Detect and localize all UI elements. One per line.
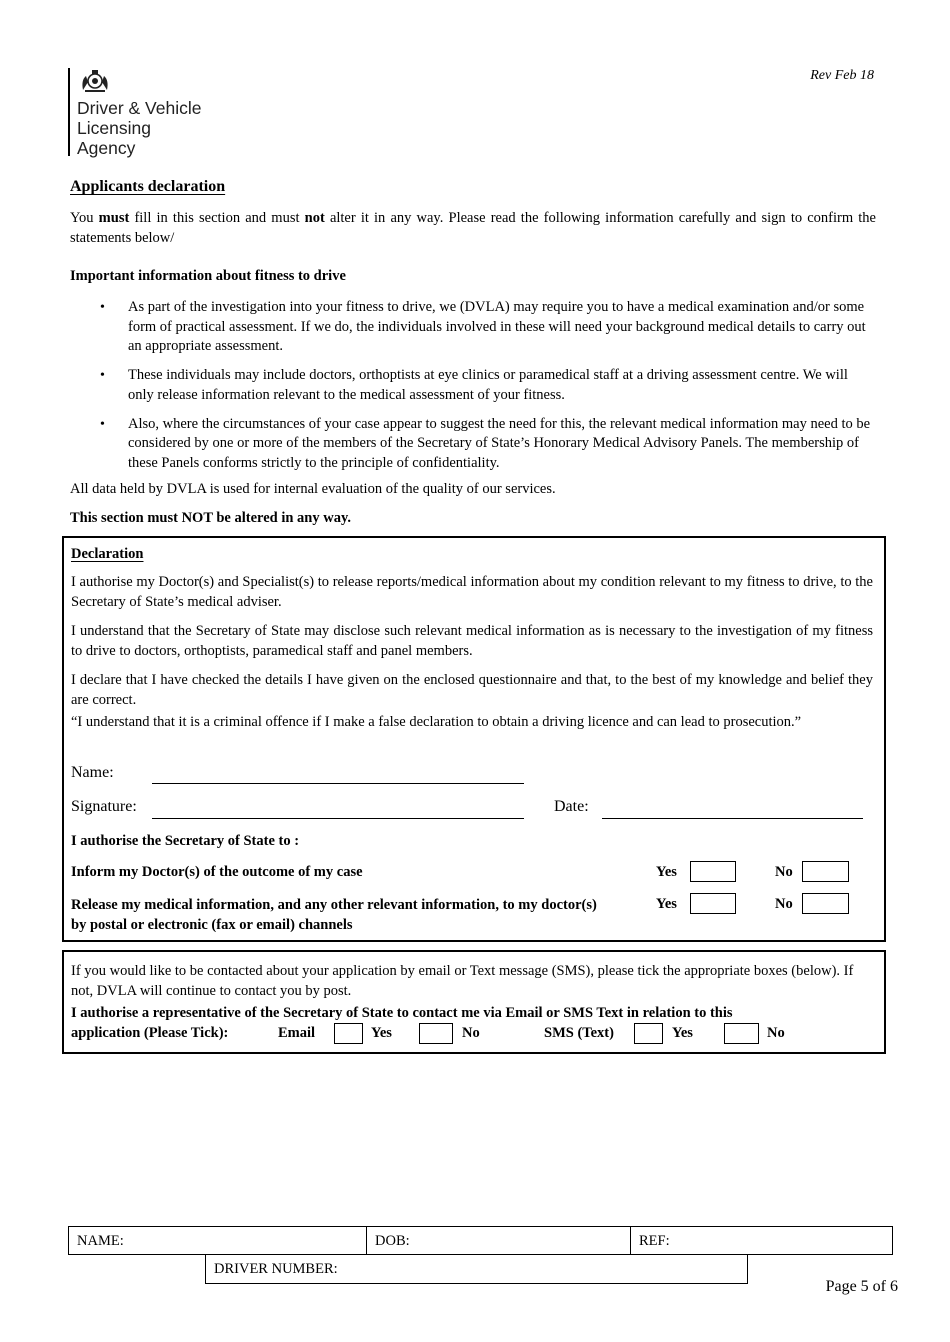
- royal-crest-icon: [77, 68, 113, 94]
- inform-doctor-question: Inform my Doctor(s) of the outcome of my case: [71, 864, 363, 880]
- intro-paragraph: [70, 209, 876, 248]
- contact-paragraph: If you would like to be contacted about your application by email or Text message (SMS), please tick the appropriate boxes (below). If not, DVLA will continue to contact you by post.: [71, 963, 854, 999]
- sms-yes-checkbox[interactable]: [634, 1023, 663, 1044]
- signature-label: Signature:: [71, 798, 137, 815]
- date-field[interactable]: [602, 801, 863, 819]
- logo-line: Licensing: [77, 118, 151, 138]
- inform-doctor-no-checkbox[interactable]: [802, 861, 849, 882]
- fitness-info-list: [70, 298, 876, 483]
- data-note: All data held by DVLA is used for internal evaluation of the quality of our services.: [70, 481, 556, 497]
- footer-name-label: NAME:: [77, 1233, 124, 1249]
- release-info-no-checkbox[interactable]: [802, 893, 849, 914]
- contact-please-tick: application (Please Tick):: [71, 1025, 229, 1041]
- footer-driver-number-label: DRIVER NUMBER:: [214, 1261, 338, 1277]
- authorise-heading: I authorise the Secretary of State to :: [71, 833, 300, 849]
- no-label: No: [775, 864, 793, 880]
- footer-name-cell[interactable]: [68, 1226, 367, 1255]
- intro-text: fill in this section and must: [129, 210, 305, 226]
- revision-label: Rev Feb 18: [810, 68, 874, 83]
- name-label: Name:: [71, 764, 114, 781]
- logo-line: Driver & Vehicle: [77, 98, 202, 118]
- footer-dob-label: DOB:: [375, 1233, 410, 1249]
- signature-field[interactable]: [152, 801, 524, 819]
- sms-no-label: No: [767, 1025, 785, 1041]
- list-item: • Also, where the circumstances of your case appear to suggest the need for this, the relevant medical information may need to be considered by one or more of the members of the Secretary of State’s Honorary Medical Advisory Panels. The membership of these Panels conforms strictly to the principle of confidentiality.: [70, 415, 876, 474]
- intro-must: must: [98, 210, 130, 226]
- email-yes-label: Yes: [371, 1025, 392, 1041]
- no-label: No: [775, 896, 793, 912]
- email-no-checkbox[interactable]: [419, 1023, 453, 1044]
- email-yes-checkbox[interactable]: [334, 1023, 363, 1044]
- logo-divider: [68, 68, 70, 156]
- footer-driver-number-cell[interactable]: [205, 1254, 748, 1284]
- logo-text: [77, 98, 202, 158]
- inform-doctor-yes-checkbox[interactable]: [690, 861, 736, 882]
- declaration-paragraph: I understand that the Secretary of State may disclose such relevant medical information as is necessary to the investigation of my fitness to drive to doctors, orthoptists, paramedical staff and panel members.: [71, 623, 873, 659]
- important-heading: Important information about fitness to drive: [70, 268, 346, 284]
- name-field[interactable]: [152, 766, 524, 784]
- contact-authorise-text: I authorise a representative of the Secretary of State to contact me via Email or SMS Text in relation to this: [71, 1005, 733, 1021]
- contact-preferences-box: [62, 950, 886, 1054]
- release-info-question: Release my medical information, and any other relevant information, to my doctor(s) by postal or electronic (fax or email) channels: [71, 897, 597, 933]
- footer-dob-cell[interactable]: [366, 1226, 631, 1255]
- logo-line: Agency: [77, 138, 136, 158]
- intro-not: not: [304, 210, 325, 226]
- not-altered-note: This section must NOT be altered in any way.: [70, 510, 352, 526]
- release-info-yes-checkbox[interactable]: [690, 893, 736, 914]
- dvla-logo: [68, 68, 228, 158]
- footer-ref-cell[interactable]: [630, 1226, 893, 1255]
- declaration-paragraph: I authorise my Doctor(s) and Specialist(s) to release reports/medical information about my condition relevant to my fitness to drive, to the Secretary of State’s medical adviser.: [71, 574, 873, 610]
- footer-ref-label: REF:: [639, 1233, 670, 1249]
- declaration-paragraph: “I understand that it is a criminal offence if I make a false declaration to obtain a driving licence and can lead to prosecution.”: [71, 714, 802, 730]
- list-item: • As part of the investigation into your fitness to drive, we (DVLA) may require you to have a medical examination and/or some form of practical assessment. If we do, the individuals involved in these will need your background medical details to carry out an appropriate assessment.: [70, 298, 876, 357]
- page-number: Page 5 of 6: [825, 1278, 898, 1295]
- yes-label: Yes: [656, 896, 677, 912]
- sms-yes-label: Yes: [672, 1025, 693, 1041]
- declaration-box: [62, 536, 886, 942]
- email-no-label: No: [462, 1025, 480, 1041]
- sms-label: SMS (Text): [544, 1025, 614, 1041]
- list-item: • These individuals may include doctors, orthoptists at eye clinics or paramedical staff at a driving assessment centre. We will only release information relevant to the medical assessment of your fitness.: [70, 366, 876, 405]
- section-title: Applicants declaration: [70, 178, 226, 195]
- intro-text: You: [70, 210, 99, 226]
- declaration-title: Declaration: [71, 546, 144, 562]
- declaration-paragraph: I declare that I have checked the details I have given on the enclosed questionnaire and that, to the best of my knowledge and belief they are correct.: [71, 672, 873, 708]
- intro-text: alter it in any way. Please read the following information carefully and sign to confirm the statements below/: [70, 210, 876, 246]
- email-label: Email: [278, 1025, 316, 1041]
- sms-no-checkbox[interactable]: [724, 1023, 759, 1044]
- yes-label: Yes: [656, 864, 677, 880]
- date-label: Date:: [554, 798, 589, 815]
